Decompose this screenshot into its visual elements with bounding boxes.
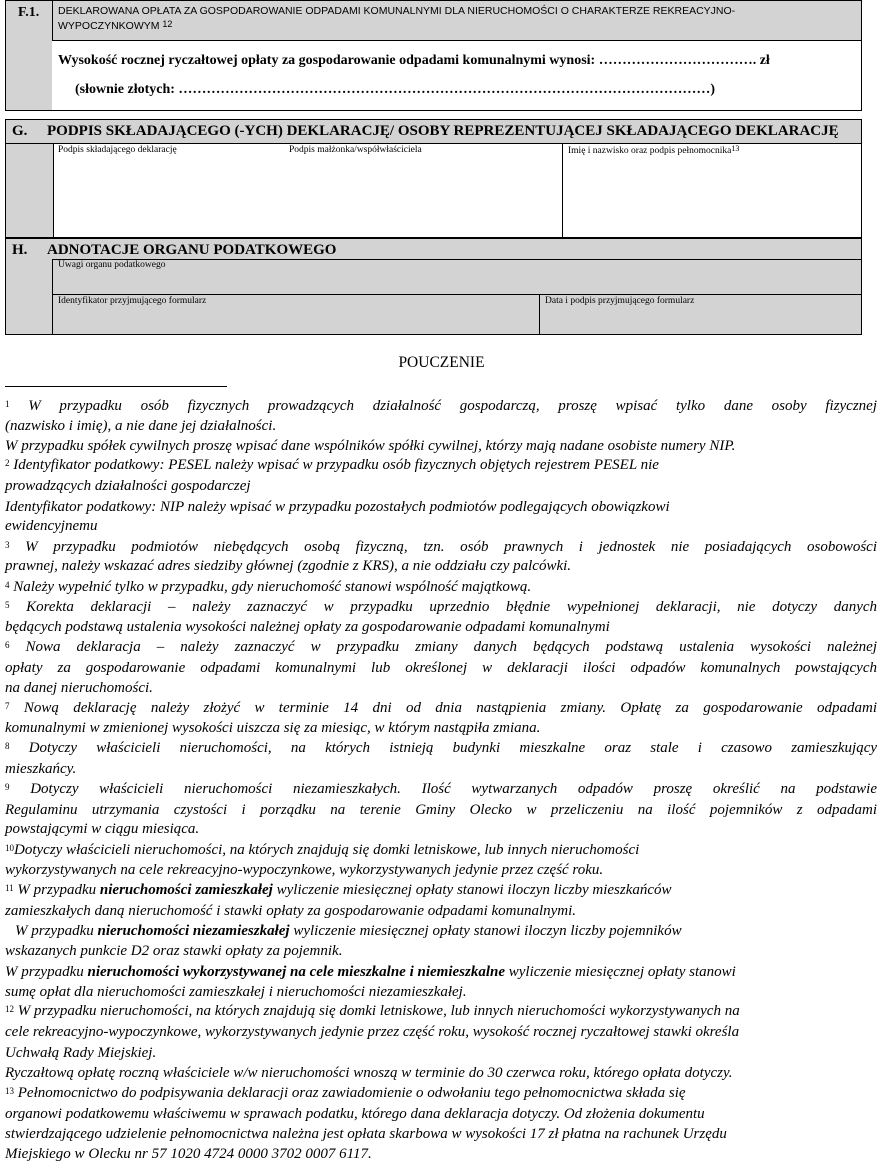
footnote-11-line6: sumę opłat dla nieruchomości zamieszkałej i nieruchomości niezamieszkałej. (5, 984, 467, 1000)
footnote-12-line3: Uchwałą Rady Miejskiej. (5, 1045, 157, 1061)
footnote-1-line2: (nazwisko i imię), a nie dane jej działalności. (5, 418, 277, 434)
footnote-7-line1: $^7$ Nową deklarację należy złożyć w terminie 14 dni od dnia nastąpienia zmiany. Opłatę za gospodarowanie odpadami (5, 700, 877, 716)
footnote-10-line1: $^{10}$Dotyczy właścicieli nieruchomości, na których znajdują się domki letniskowe, lub innych nieruchomości (5, 842, 640, 858)
footnote-8-line2: mieszkańcy. (5, 761, 77, 777)
footnote-12-line4: Ryczałtową opłatę roczną właściciele w/w nieruchomości wnoszą w terminie do 30 czerwca roku, którego opłata dotyczy. (5, 1065, 733, 1081)
footnote-6-line1: $^6$ Nowa deklaracja – należy zaznaczyć w przypadku zmiany danych będących podstawą ustalenia wysokości należnej (5, 639, 878, 655)
footnote-8-line1: $^8$ Dotyczy właścicieli nieruchomości, na których istnieją budynki mieszkalne oraz stale i czasowo zamieszkujący (5, 740, 878, 756)
signature-spouse-box[interactable] (284, 144, 563, 237)
footnote-9-line2: Regulaminu utrzymania czystości i porządku na terenie Gminy Olecko w przeliczeniu na ilość pojemników z odpadami (5, 802, 877, 818)
footnote-1-line3: W przypadku spółek cywilnych proszę wpisać dane wspólników spółki cywilnej, którzy mają nadane osobiste numery NIP. (5, 438, 736, 454)
footnote-11-line4: wskazanych punkcie D2 oraz stawki opłaty za pojemnik. (5, 943, 343, 959)
signature-attorney-box[interactable] (563, 144, 861, 237)
section-h-letter: H. (12, 242, 28, 258)
footnote-11-line1: $^{11}$ W przypadku nieruchomości zamieszkałej wyliczenie miesięcznej opłaty stanowi iloczyn liczby mieszkańców (5, 882, 672, 898)
signature-declarant-label: Podpis składającego deklarację (58, 145, 177, 155)
footnote-11-line2: zamieszkałych daną nieruchomość i stawki opłaty za gospodarowanie odpadami komunalnymi. (5, 903, 577, 919)
signature-attorney-label: Imię i nazwisko oraz podpis pełnomocnika$^{13}$ (568, 144, 740, 156)
footnote-5-line1: $^5$ Korekta deklaracji – należy zaznaczyć w przypadku uprzednio błędnie wypełnionej deklaracji, nie dotyczy danych (5, 599, 878, 615)
footnote-5-line2: będących podstawą ustalenia wysokości należnej opłaty za gospodarowanie odpadami komunalnymi (5, 619, 610, 635)
footnote-13-line4: Miejskiego w Olecku nr 57 1020 4724 0000 3702 0007 6117. (5, 1146, 372, 1162)
footnote-9-line1: $^9$ Dotyczy właścicieli nieruchomości niezamieszkałych. Ilość wytwarzanych odpadów proszę określić na podstawie (5, 781, 878, 797)
section-f1-body (52, 41, 861, 110)
footnote-6-line2: opłaty za gospodarowanie odpadami komunalnymi lub określonej w deklaracji ilości odpadów komunalnych powstających (5, 660, 877, 676)
signature-declarant-box[interactable] (53, 144, 285, 237)
footnote-13-line1: $^{13}$ Pełnomocnictwo do podpisywania deklaracji oraz zawiadomienie o odwołaniu tego pełnomocnictwa składa się (5, 1085, 686, 1101)
footnote-separator (5, 386, 227, 387)
footnote-2-line4: ewidencyjnemu (5, 518, 98, 534)
section-h-title: ADNOTACJE ORGANU PODATKOWEGO (47, 242, 337, 258)
section-f1-title: DEKLAROWANA OPŁATA ZA GOSPODAROWANIE ODPADAMI KOMUNALNYMI DLA NIERUCHOMOŚCI O CHARAKTERZE REKREACYJNO- WYPOCZYNKOWYM 12 (58, 5, 736, 32)
amount-in-words-line[interactable]: (słownie złotych: ……………………………………………………………………………………………………) (75, 82, 716, 97)
annual-fee-line[interactable]: Wysokość rocznej ryczałtowej opłaty za gospodarowanie odpadami komunalnymi wynosi: ……………………………. zł (58, 53, 770, 68)
date-sign-label: Data i podpis przyjmującego formularz (545, 296, 695, 306)
footnote-10-line2: wykorzystywanych na cele rekreacyjno-wypoczynkowe, wykorzystywanych jedynie przez część roku. (5, 862, 604, 878)
footnote-6-line3: na danej nieruchomości. (5, 680, 153, 696)
footnote-3-line1: $^3$ W przypadku podmiotów niebędących osobą fizyczną, tzn. osób prawnych i jednostek nie posiadających osobowości (5, 539, 877, 555)
footnote-3-line2: prawnej, należy wskazać adres siedziby głównej (zgodnie z KRS), a nie oddziału czy palcówki. (5, 558, 572, 574)
footnote-13-line3: stwierdzającego udzielenie pełnomocnictwa należna jest opłata skarbowa w wysokości 17 zł płatna na rachunek Urzędu (5, 1126, 727, 1142)
pouczenie-heading: POUCZENIE (398, 354, 485, 371)
footnote-2-line3: Identyfikator podatkowy: NIP należy wpisać w przypadku pozostałych podmiotów podlegających obowiązkowi (5, 499, 670, 515)
section-f1-letter: F.1. (18, 5, 40, 20)
footnote-13-line2: organowi podatkowemu właściwemu w sprawach podatku, którego dana deklaracja dotyczy. Od złożenia dokumentu (5, 1106, 705, 1122)
footnote-11-line3: W przypadku nieruchomości niezamieszkałej wyliczenie miesięcznej opłaty stanowi iloczyn liczby pojemników (15, 923, 682, 939)
signature-spouse-label: Podpis małżonka/współwłaściciela (289, 145, 422, 155)
footnote-1-line1: $^1$ W przypadku osób fizycznych prowadzących działalność gospodarczą, proszę wpisać tylko dane osoby fizycznej (5, 398, 878, 414)
footnote-11-line5: W przypadku nieruchomości wykorzystywanej na cele mieszkalne i niemieszkalne wyliczenie miesięcznej opłaty stanowi (5, 964, 736, 980)
footnote-4-line1: $^4$ Należy wypełnić tylko w przypadku, gdy nieruchomość stanowi wspólność majątkową. (5, 579, 532, 595)
remarks-label: Uwagi organu podatkowego (58, 260, 166, 270)
footnote-2-line2: prowadzących działalności gospodarczej (5, 478, 251, 494)
receiver-id-label: Identyfikator przyjmującego formularz (58, 296, 207, 306)
footnote-12-line2: cele rekreacyjno-wypoczynkowe, wykorzystywanych jedynie przez część roku, wysokość rocznej ryczałtowej stawki określa (5, 1024, 740, 1040)
section-g-title: PODPIS SKŁADAJĄCEGO (-YCH) DEKLARACJĘ/ OSOBY REPREZENTUJĄCEJ SKŁADAJĄCEGO DEKLARACJĘ (47, 123, 839, 139)
section-g-letter: G. (12, 123, 28, 139)
footnote-7-line2: komunalnymi w zmienionej wysokości uiszcza się za miesiąc, w którym nastąpiła zmiana. (5, 720, 541, 736)
footnote-2-line1: $^2$ Identyfikator podatkowy: PESEL należy wpisać w przypadku osób fizycznych objętych rejestrem PESEL nie (5, 457, 659, 473)
footnote-12-line1: $^{12}$ W przypadku nieruchomości, na których znajdują się domki letniskowe, lub innych nieruchomości wykorzystywanych na (5, 1003, 740, 1019)
footnote-9-line3: powstającymi w ciągu miesiąca. (5, 821, 200, 837)
